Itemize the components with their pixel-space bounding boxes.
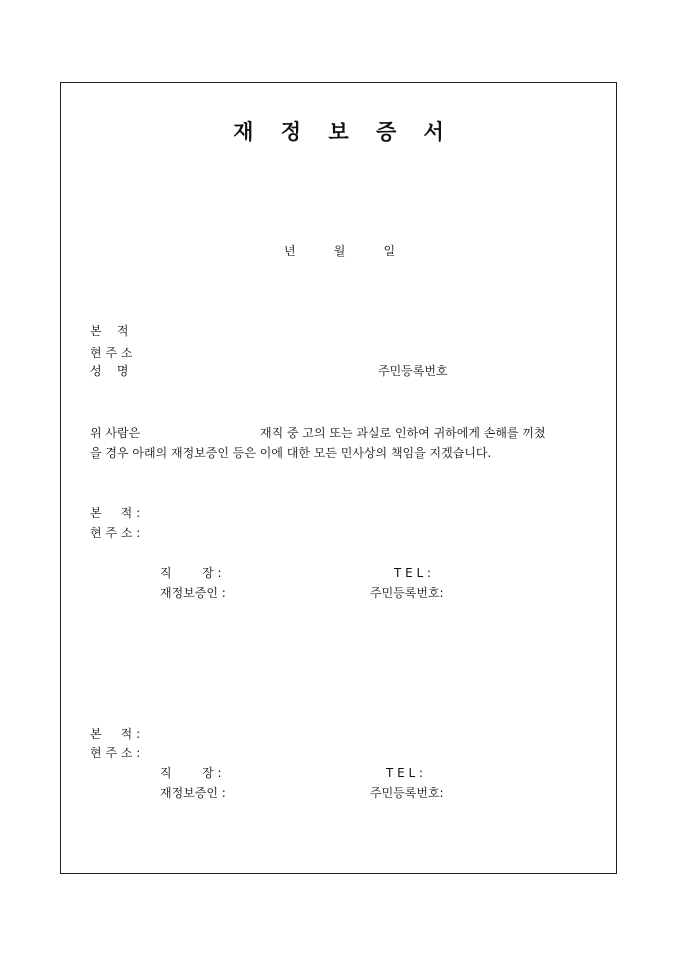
person-name-label: 성 명 [90, 364, 129, 378]
guarantor1-rrn-label: 주민등록번호: [370, 586, 444, 600]
guarantor1-guarantor-label: 재정보증인 : [160, 586, 226, 600]
guarantor1-tel-label: T E L : [394, 566, 432, 580]
date-line: 년 월 일 [284, 244, 396, 258]
statement-line2: 을 경우 아래의 재정보증인 등은 이에 대한 모든 민사상의 책임을 지겠습니다. [90, 446, 492, 460]
person-domicile-label: 본 적 [90, 324, 129, 338]
guarantor2-address-label: 현 주 소 : [90, 746, 141, 760]
page-border [60, 82, 617, 874]
guarantor1-domicile-label: 본 적 : [90, 506, 141, 520]
document-title: 재 정 보 증 서 [233, 119, 454, 144]
statement-line1-part1: 위 사람은 [90, 426, 141, 440]
person-rrn-label: 주민등록번호 [378, 364, 448, 378]
guarantor2-domicile-label: 본 적 : [90, 727, 141, 741]
guarantor2-workplace-label: 직 장 : [160, 766, 222, 780]
person-address-label: 현 주 소 [90, 346, 133, 360]
guarantor2-rrn-label: 주민등록번호: [370, 786, 444, 800]
guarantor2-guarantor-label: 재정보증인 : [160, 786, 226, 800]
guarantor1-address-label: 현 주 소 : [90, 526, 141, 540]
guarantor1-workplace-label: 직 장 : [160, 566, 222, 580]
statement-line1-part2: 재직 중 고의 또는 과실로 인하여 귀하에게 손해를 끼쳤 [260, 426, 546, 440]
guarantor2-tel-label: T E L : [386, 766, 424, 780]
